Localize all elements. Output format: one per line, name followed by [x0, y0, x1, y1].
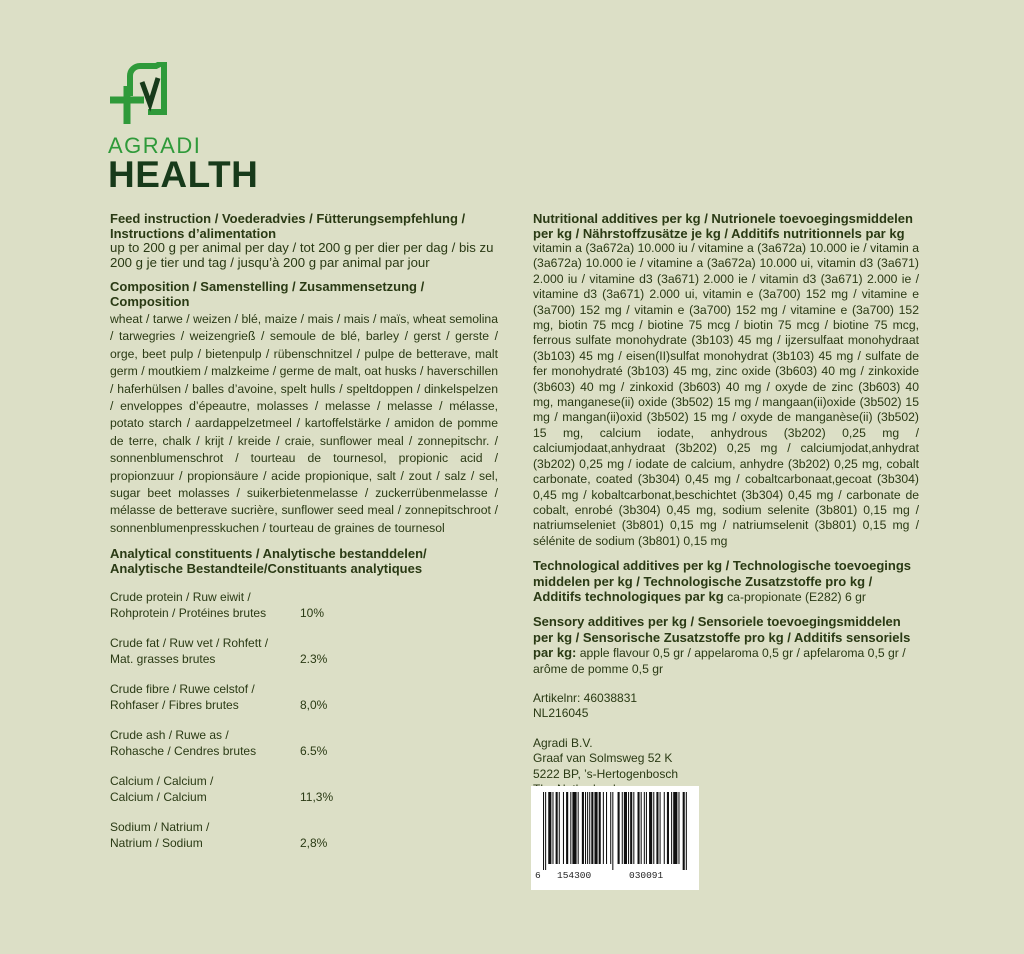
barcode-bar [543, 792, 544, 870]
barcode-bar [599, 792, 601, 864]
analytical-label [110, 728, 300, 759]
sensory-text: apple flavour 0,5 gr / appelaroma 0,5 gr / apfelaroma 0,5 gr / arôme de pomme 0,5 gr [533, 646, 906, 676]
barcode-bar [686, 792, 687, 870]
analytical-label [110, 774, 300, 805]
technological-section [533, 559, 919, 605]
analytical-label-line: Sodium / Natrium / [110, 820, 210, 835]
brand-name-health: HEALTH [108, 154, 259, 195]
analytical-label-line: Rohprotein / Protéines brutes [110, 605, 267, 620]
technological-text: ca-propionate (E282) 6 gr [727, 589, 866, 604]
composition-section [110, 280, 498, 537]
barcode-bar [570, 792, 571, 864]
company-city: 5222 BP, ’s-Hertogenbosch [533, 766, 678, 781]
barcode-bar [630, 792, 632, 864]
analytical-row [110, 820, 498, 851]
brand-name-agradi: AGRADI [108, 133, 202, 158]
barcode-bar [624, 792, 627, 864]
analytical-value: 6.5% [300, 743, 328, 758]
analytical-row [110, 590, 498, 621]
analytical-value: 10% [300, 605, 325, 620]
barcode-bar [582, 792, 584, 864]
sensory-heading: Sensory additives per kg / Sensoriele toevoegingsmiddelen per kg / Sensorische Zusatzstoffe pro kg / Additifs sensoriels par kg: [533, 614, 911, 661]
barcode-bar [633, 792, 634, 864]
composition-text: wheat / tarwe / weizen / blé, maize / mais / mais / maïs, wheat semolina / tarwegries / weizengrieß / semoule de blé, barley / gerst / gerste / orge, beet pulp / bietenpulp / rübenschnitzel / pulpe de betterave, malt germ / moutkiem / malzkeime / germe de malt, oat husks / haverschillen / haferhülsen / balles d’avoine, spelt hulls / speltdoppen / dinkelspelzen / enveloppes d’épeautre, molasses / melasse / melasse / mélasse, potato starch / aardappelzetmeel / kartoffelstärke / amidon de pomme de terre, chalk / krijt / kreide / craie, sunflower meal / zonnepitschr. / sonnenblumenschrot / tourteau de tournesol, propionic acid / propionzuur / propionsäure / acide propionique, salt / zout / salz / sel, sugar beet molasses / suikerbietenmelasse / zuckerrübenmelasse / mélasse de betterave sucrière, sunflower seed meal / zonnepitschroot / sonnenblumenpresskuchen / tourteau de graines de tournesol [110, 312, 498, 535]
barcode-bar [587, 792, 588, 864]
barcode-bar [603, 792, 604, 864]
barcode-bar [644, 792, 645, 864]
analytical-label-line: Mat. grasses brutes [110, 651, 216, 666]
analytical-value: 2.3% [300, 651, 328, 666]
analytical-label [110, 636, 300, 667]
barcode-bar [610, 792, 611, 864]
agradi-health-logo [108, 62, 288, 195]
barcode-bar [559, 792, 560, 864]
barcode-bar [683, 792, 685, 870]
analytical-row [110, 682, 498, 713]
analytical-label-line: Calcium / Calcium [110, 789, 207, 804]
analytical-label [110, 820, 300, 851]
barcode-bar [589, 792, 590, 864]
horse-cross-logo-icon [108, 62, 170, 130]
barcode-bars [541, 792, 689, 870]
analytical-label-line: Rohasche / Cendres brutes [110, 743, 257, 758]
analytical-label-line: Rohfaser / Fibres brutes [110, 697, 239, 712]
barcode-bar [656, 792, 658, 864]
analytical-value: 11,3% [300, 789, 334, 804]
barcode-bar [671, 792, 672, 864]
technological-heading: Technological additives per kg / Technologische toevoegings middelen per kg / Technologische Zusatzstoffe pro kg / Additifs technologiques par kg [533, 558, 912, 604]
barcode-bar [622, 792, 623, 864]
barcode [531, 786, 699, 890]
barcode-digits-right: 030091 [629, 870, 664, 881]
nutritional-heading: Nutritional additives per kg / Nutrionele toevoegingsmiddelen per kg / Nährstoffzusätze je kg / Additifs nutritionnels par kg [533, 211, 913, 241]
sensory-section [533, 615, 919, 677]
analytical-row [110, 728, 498, 759]
feed-text: up to 200 g per animal per day / tot 200 g per dier per dag / bis zu 200 g je tier und tag / jusqu’à 200 g par animal par jour [110, 240, 494, 270]
barcode-bar [545, 792, 546, 870]
barcode-bar [591, 792, 593, 864]
barcode-bar [649, 792, 652, 864]
article-code: NL216045 [533, 706, 589, 721]
barcode-bar [678, 792, 679, 864]
analytical-label-line: Calcium / Calcium / [110, 774, 214, 789]
barcode-bar [618, 792, 620, 864]
barcode-bar [556, 792, 558, 864]
analytical-label-line: Crude fat / Ruw vet / Rohfett / [110, 636, 269, 651]
analytical-value: 8,0% [300, 697, 328, 712]
right-column [533, 212, 919, 797]
analytical-label [110, 590, 300, 621]
barcode-bar [606, 792, 607, 864]
barcode-bar [612, 792, 613, 870]
composition-heading: Composition / Samenstelling / Zusammensetzung / Composition [110, 279, 425, 309]
barcode-bar [673, 792, 677, 864]
barcode-bar [552, 792, 553, 864]
barcode-digit-prefix: 6 [535, 870, 541, 881]
barcode-bar [628, 792, 629, 864]
barcode-bar [594, 792, 597, 864]
analytical-label-line: Crude protein / Ruw eiwit / [110, 590, 251, 605]
analytical-row [110, 774, 498, 805]
analytical-label [110, 682, 300, 713]
analytical-heading: Analytical constituents / Analytische bestanddelen/ Analytische Bestandteile/Constituants analytiques [110, 546, 427, 576]
article-number: Artikelnr: 46038831 [533, 690, 638, 705]
article-info [533, 691, 919, 722]
analytical-label-line: Natrium / Sodium [110, 835, 203, 850]
barcode-bar [566, 792, 568, 864]
company-street: Graaf van Solmsweg 52 K [533, 751, 673, 766]
analytical-table [110, 590, 498, 851]
nutritional-text: vitamin a (3a672a) 10.000 iu / vitamine a (3a672a) 10.000 ie / vitamin a (3a672a) 10.000 ie / vitamine a (3a672a) 10.000 ui, vitamin d3 (3a671) 2.000 iu / vitamine d3 (3a671) 2.000 ie / vitamin d3 (3a671) 2.000 ie / vitamine d3 (3a671) 2.000 ui, vitamin e (3a700) 152 mg / vitamine e (3a700) 152 mg / vitamin e (3a700) 152 mg / vitamine e (3a700) 152 mg, biotin 75 mcg / biotine 75 mcg / biotin 75 mcg / biotine 75 mcg, ferrous sulfate monohydrate (3b103) 45 mg / ijzersulfaat monohydraat (3b103) 45 mg / eisen(II)sulfat monohydrat (3b103) 45 mg / sulfate de fer monohydraté (3b103) 45 mg, zinc oxide (3b603) 40 mg / zinkoxide (3b603) 40 mg / zinkoxid (3b603) 40 mg / oxyde de zinc (3b603) 40 mg, manganese(ii) oxide (3b502) 15 mg / mangaan(ii)oxide (3b502) 15 mg / mangan(ii)oxid (3b502) 15 mg / oxyde de manganèse(ii) (3b502) 15 mg, calcium iodate, anhydrous (3b202) 0,25 mg / calciumjodaat,anhydraat (3b202) 0,25 mg / calciumjodat,anhydrat (3b202) 0,25 mg / iodate de calcium, anhydre (3b202) 0,25 mg, cobalt carbonate, coated (3b304) 0,45 mg / cobaltcarbonaat,gecoat (3b304) 0,45 mg / kobaltcarbonat,beschichtet (3b304) 0,45 mg / carbonate de cobalt, enrobé (3b304) 0,45 mg, sodium selenite (3b801) 0,15 mg / natriumseleniet (3b801) 0,15 mg / natriumselenit (3b801) 0,15 mg / sélénite de sodium (3b801) 0,15 mg [533, 241, 919, 548]
analytical-section [110, 547, 498, 851]
barcode-bar [660, 792, 661, 864]
company-name: Agradi B.V. [533, 735, 593, 750]
analytical-label-line: Crude ash / Ruwe as / [110, 728, 229, 743]
barcode-bar [664, 792, 665, 864]
analytical-label-line: Crude fibre / Ruwe celstof / [110, 682, 255, 697]
barcode-bar [578, 792, 579, 864]
barcode-bar [638, 792, 640, 864]
barcode-bar [548, 792, 551, 864]
left-column [110, 212, 498, 866]
analytical-row [110, 636, 498, 667]
barcode-bar [667, 792, 669, 864]
barcode-bar [641, 792, 642, 864]
barcode-bar [653, 792, 654, 864]
barcode-bar [585, 792, 586, 864]
barcode-bar [646, 792, 647, 864]
barcode-bar [563, 792, 564, 864]
feed-heading: Feed instruction / Voederadvies / Fütterungsempfehlung / Instructions d’alimentation [110, 211, 466, 241]
analytical-value: 2,8% [300, 835, 328, 850]
barcode-digits-left: 154300 [557, 870, 592, 881]
barcode-bar [572, 792, 576, 864]
